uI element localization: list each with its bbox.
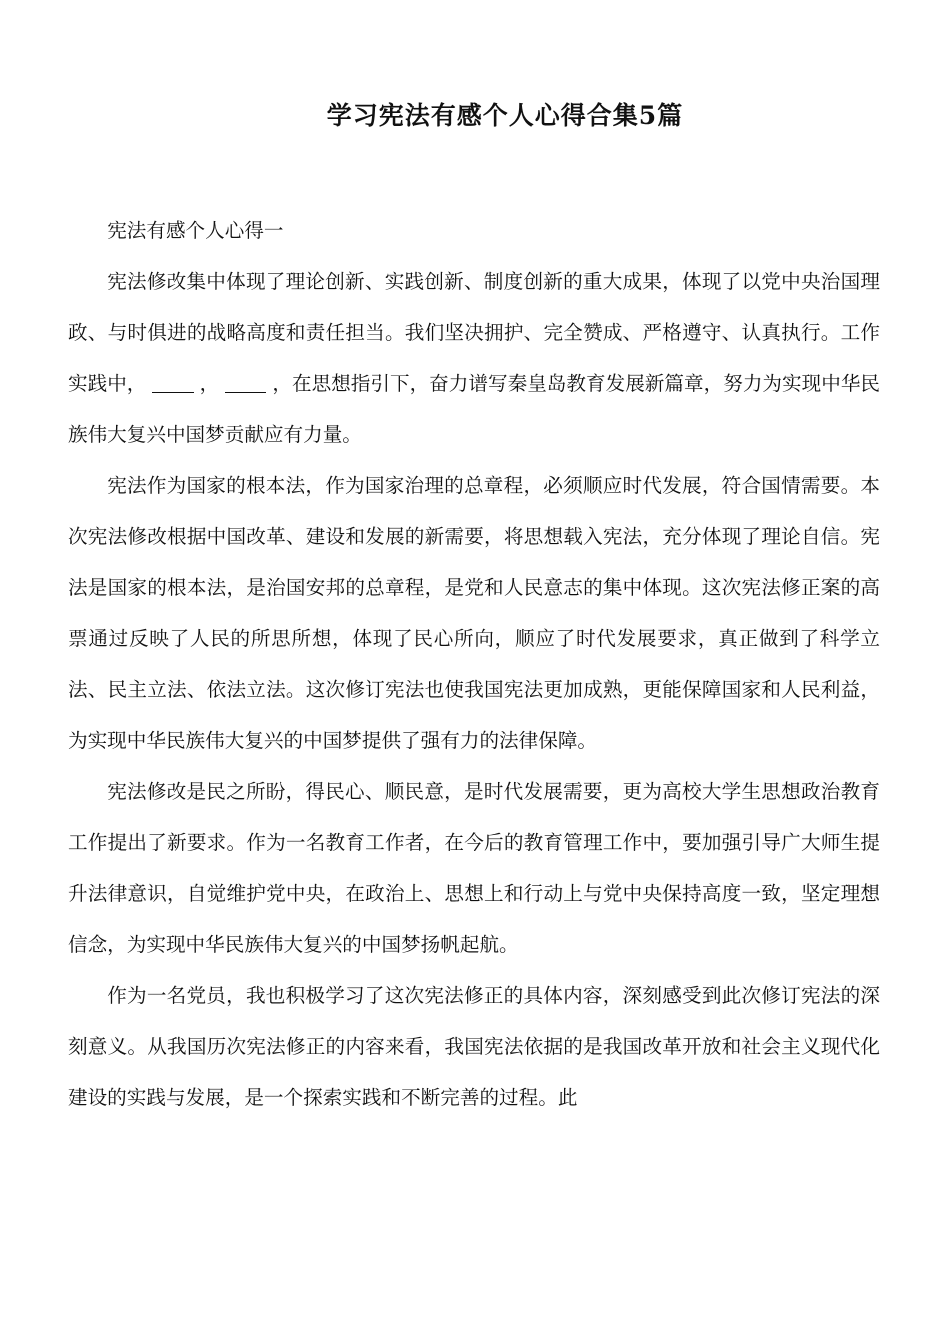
document-body	[68, 205, 880, 1123]
paragraph-1-part-a: 宪法修改集中体现了理论创新、实践创新、制度创新的重大成果，体现了以党中央治国理政、与时俱进的战略高度和责任担当。我们坚决拥护、完全赞成、严格遵守、认真执行。工作实践中，	[68, 270, 880, 395]
paragraph-3: 宪法修改是民之所盼，得民心、顺民意，是时代发展需要，更为高校大学生思想政治教育工作提出了新要求。作为一名教育工作者，在今后的教育管理工作中，要加强引导广大师生提升法律意识，自觉维护党中央，在政治上、思想上和行动上与党中央保持高度一致，坚定理想信念，为实现中华民族伟大复兴的中国梦扬帆起航。	[68, 780, 880, 956]
fill-in-blank	[152, 372, 193, 393]
paragraph-1	[68, 256, 880, 460]
paragraph-4: 作为一名党员，我也积极学习了这次宪法修正的具体内容，深刻感受到此次修订宪法的深刻意义。从我国历次宪法修正的内容来看，我国宪法依据的是我国改革开放和社会主义现代化建设的实践与发展，是一个探索实践和不断完善的过程。此	[68, 984, 880, 1109]
section-heading: 宪法有感个人心得一	[107, 219, 284, 242]
paragraph-1-separator: ，	[199, 372, 220, 395]
paragraph-2: 宪法作为国家的根本法，作为国家治理的总章程，必须顺应时代发展，符合国情需要。本次宪法修改根据中国改革、建设和发展的新需要，将思想载入宪法，充分体现了理论自信。宪法是国家的根本法，是治国安邦的总章程，是党和人民意志的集中体现。这次宪法修正案的高票通过反映了人民的所思所想，体现了民心所向，顺应了时代发展要求，真正做到了科学立法、民主立法、依法立法。这次修订宪法也使我国宪法更加成熟，更能保障国家和人民利益，为实现中华民族伟大复兴的中国梦提供了强有力的法律保障。	[68, 474, 880, 752]
fill-in-blank	[225, 372, 266, 393]
document-title: 学习宪法有感个人心得合集5篇	[326, 101, 684, 130]
paragraph-1-part-b: ，在思想指引下，奋力谱写秦皇岛教育发展新篇章，努力为实现中华民族伟大复兴中国梦贡献应有力量。	[68, 372, 881, 446]
